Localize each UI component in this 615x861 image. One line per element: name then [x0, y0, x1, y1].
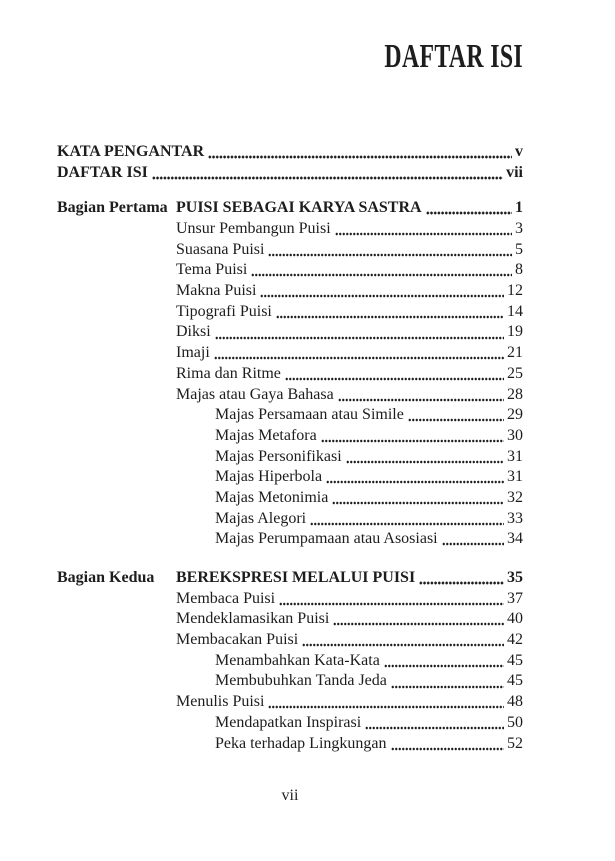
toc-row [57, 198, 523, 219]
toc-entry-label: KATA PENGANTAR [57, 142, 205, 160]
toc-entry-label: Diksi [176, 323, 211, 341]
dot-leader [251, 260, 512, 281]
toc-row [176, 302, 523, 323]
dot-leader [208, 142, 512, 163]
toc-entry-label: Majas Hiperbola [215, 468, 323, 486]
toc-row [176, 364, 523, 385]
dot-leader [332, 488, 504, 509]
toc-entry-page: 32 [507, 488, 523, 506]
dot-leader [285, 364, 504, 385]
toc-entry-label: Majas Alegori [215, 509, 307, 527]
dot-leader [276, 302, 504, 323]
toc-entry-page: 35 [507, 569, 523, 587]
toc-row [215, 509, 523, 530]
toc-entry-page: 5 [515, 240, 523, 258]
dot-leader [279, 589, 504, 610]
dot-leader [391, 672, 504, 693]
section-part-label: Bagian Pertama [57, 199, 168, 217]
dot-leader [384, 651, 504, 672]
dot-leader [365, 713, 504, 734]
toc-row [176, 260, 523, 281]
toc-entry-label: Majas Persamaan atau Simile [215, 406, 404, 424]
toc-entry-label: PUISI SEBAGAI KARYA SASTRA [176, 199, 422, 217]
footer-page-number: vii [281, 787, 299, 805]
toc-row [176, 240, 523, 261]
toc-entry-page: 42 [507, 631, 523, 649]
dot-leader [335, 219, 512, 240]
toc-entry-page: 14 [507, 302, 523, 320]
toc-entry-label: Membubuhkan Tanda Jeda [215, 672, 387, 690]
toc-row [215, 713, 523, 734]
toc-entry-label: Imaji [176, 344, 210, 362]
toc-row [215, 467, 523, 488]
dot-leader [338, 385, 504, 406]
dot-leader [214, 343, 504, 364]
toc-entry-label: Mendapatkan Inspirasi [215, 713, 362, 731]
toc-entry-page: 52 [507, 734, 523, 752]
dot-leader [426, 198, 512, 219]
toc-entry-page: 31 [507, 468, 523, 486]
section-part-label: Bagian Kedua [57, 569, 155, 587]
toc-entry-label: Membacakan Puisi [176, 631, 299, 649]
toc-entry-page: 50 [507, 713, 523, 731]
toc-entry-page: 30 [507, 426, 523, 444]
dot-leader [310, 509, 504, 530]
toc-row [57, 142, 523, 163]
sections-list [57, 198, 523, 754]
toc-row [215, 651, 523, 672]
toc-entry-page: 34 [507, 530, 523, 548]
dot-leader [326, 467, 504, 488]
toc-entry-page: 1 [515, 199, 523, 217]
dot-leader [442, 529, 504, 550]
dot-leader [268, 240, 512, 261]
dot-leader [302, 630, 504, 651]
front-matter-list [57, 142, 523, 183]
dot-leader [346, 447, 504, 468]
toc-entry-page: 21 [507, 344, 523, 362]
toc-entry-page: 29 [507, 406, 523, 424]
toc-row [215, 734, 523, 755]
toc-row [176, 692, 523, 713]
toc-entry-page: 40 [507, 610, 523, 628]
toc-entry-label: Majas Perumpamaan atau Asosiasi [215, 530, 438, 548]
toc-entry-page: 45 [507, 672, 523, 690]
toc-entry-label: Tema Puisi [176, 261, 248, 279]
dot-leader [260, 281, 504, 302]
toc-entry-label: Suasana Puisi [176, 240, 265, 258]
toc-row [215, 529, 523, 550]
toc-entry-page: vii [506, 163, 523, 181]
toc-entry-label: Menambahkan Kata-Kata [215, 651, 380, 669]
toc-entry-label: Membaca Puisi [176, 589, 276, 607]
toc-entry-label: Rima dan Ritme [176, 364, 281, 382]
toc-entry-page: v [515, 142, 523, 160]
toc-row [176, 281, 523, 302]
dot-leader [419, 568, 504, 589]
toc-entry-page: 8 [515, 261, 523, 279]
dot-leader [333, 609, 504, 630]
dot-leader [321, 426, 504, 447]
page-title: DAFTAR ISI [384, 38, 523, 75]
toc-section [57, 198, 523, 550]
toc-entry-label: Majas Metafora [215, 426, 317, 444]
toc-entry-page: 48 [507, 693, 523, 711]
toc-row [176, 219, 523, 240]
dot-leader [152, 163, 503, 184]
toc-section [57, 568, 523, 754]
toc-entry-label: Majas Personifikasi [215, 447, 342, 465]
toc-row [215, 405, 523, 426]
toc-row [215, 488, 523, 509]
toc-row [176, 385, 523, 406]
toc-row [215, 447, 523, 468]
toc-entry-label: Mendeklamasikan Puisi [176, 610, 330, 628]
toc-entry-label: Menulis Puisi [176, 693, 265, 711]
toc-row [215, 672, 523, 693]
toc-entry-page: 31 [507, 447, 523, 465]
toc-entry-page: 28 [507, 385, 523, 403]
toc-row [57, 163, 523, 184]
toc-entry-label: Majas Metonimia [215, 488, 329, 506]
toc-row [176, 343, 523, 364]
toc-entry-label: Makna Puisi [176, 282, 257, 300]
toc-entry-page: 45 [507, 651, 523, 669]
dot-leader [391, 734, 505, 755]
toc-entry-page: 33 [507, 509, 523, 527]
dot-leader [268, 692, 504, 713]
toc-entry-label: Tipografi Puisi [176, 302, 272, 320]
toc-entry-label: Majas atau Gaya Bahasa [176, 385, 334, 403]
page-title-row [57, 39, 523, 75]
toc-row [176, 609, 523, 630]
toc-row [57, 568, 523, 589]
toc-entry-page: 25 [507, 364, 523, 382]
toc-entry-page: 12 [507, 282, 523, 300]
toc-entry-page: 19 [507, 323, 523, 341]
toc-row [176, 323, 523, 344]
toc-entry-label: BEREKSPRESI MELALUI PUISI [176, 569, 416, 587]
toc-entry-label: Peka terhadap Lingkungan [215, 734, 387, 752]
toc-entry-label: DAFTAR ISI [57, 163, 148, 181]
toc-entry-page: 3 [515, 220, 523, 238]
toc-entry-page: 37 [507, 589, 523, 607]
dot-leader [408, 405, 504, 426]
dot-leader [215, 323, 504, 344]
toc-row [176, 630, 523, 651]
toc-entry-label: Unsur Pembangun Puisi [176, 220, 331, 238]
toc-row [176, 589, 523, 610]
toc-row [215, 426, 523, 447]
